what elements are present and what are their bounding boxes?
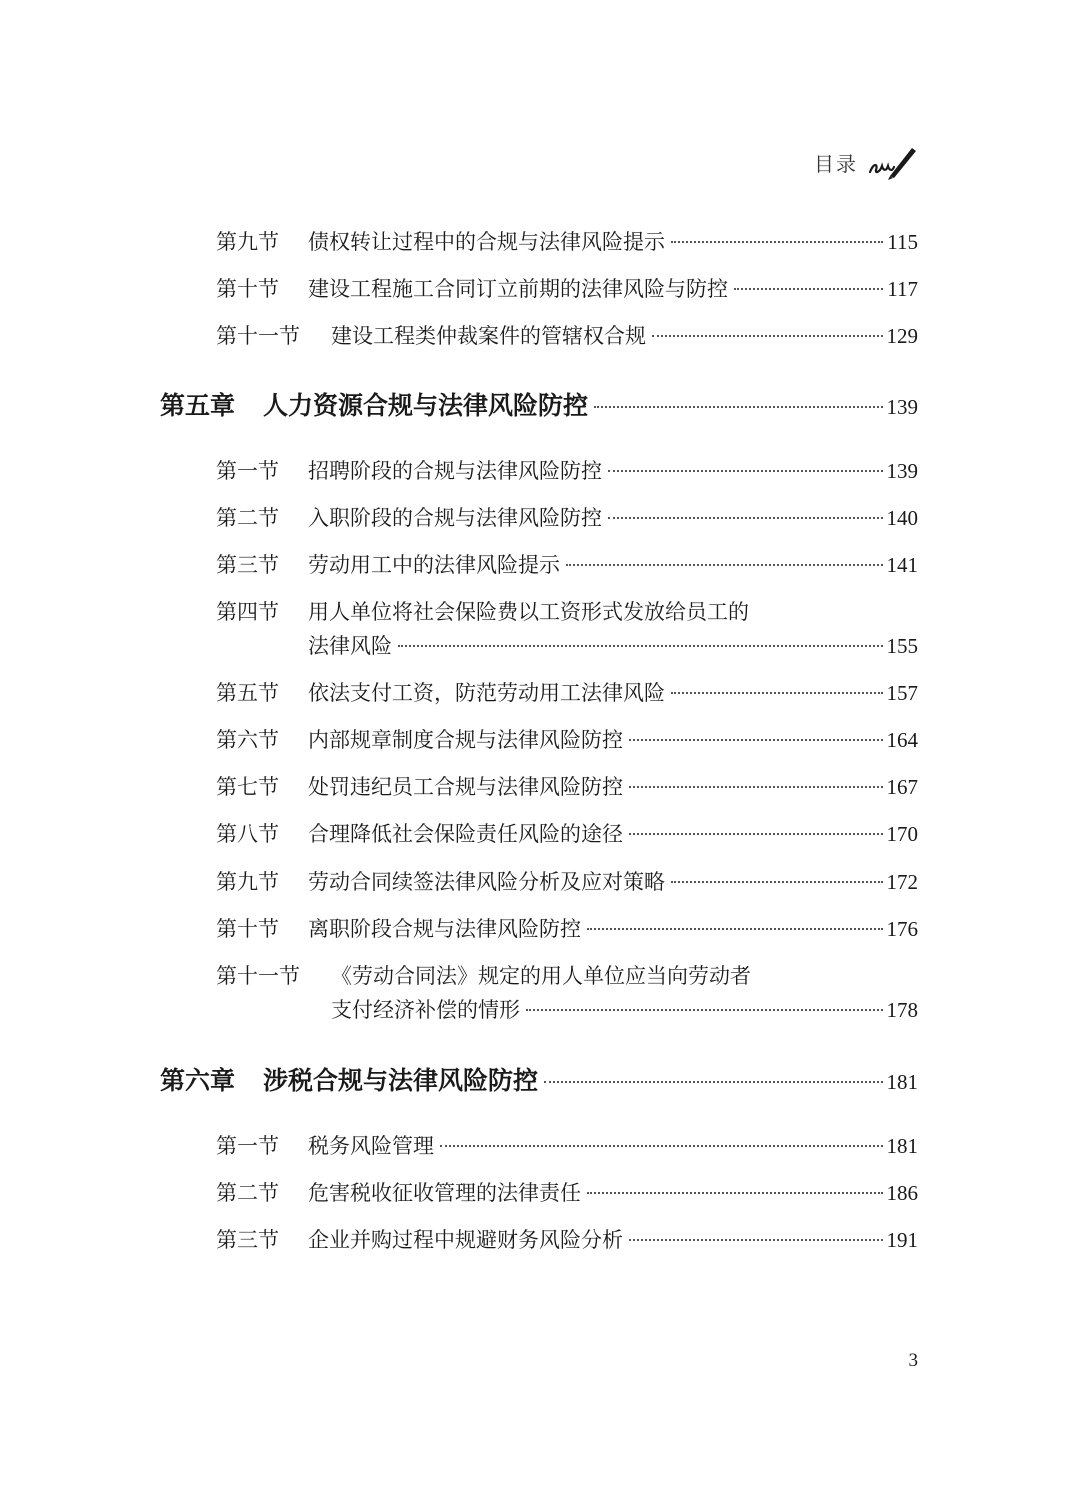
- toc-entry[interactable]: [216, 226, 918, 256]
- entry-page: 139: [886, 459, 918, 483]
- entry-label: 第四节: [216, 600, 279, 624]
- toc-entry[interactable]: [216, 913, 918, 943]
- entry-label: 第十一节: [216, 964, 300, 988]
- entry-page: 140: [886, 506, 918, 530]
- entry-page: 191: [886, 1228, 918, 1252]
- toc-entry[interactable]: [216, 724, 918, 754]
- entry-label: 第六节: [216, 728, 279, 752]
- entry-page: 164: [886, 728, 918, 752]
- entry-title: 劳动用工中的法律风险提示: [308, 553, 560, 577]
- entry-title: 建设工程施工合同订立前期的法律风险与防控: [308, 277, 728, 301]
- running-header: [814, 142, 920, 182]
- dot-leader: [608, 470, 883, 472]
- dot-leader: [440, 1145, 883, 1147]
- entry-title: 离职阶段合规与法律风险防控: [308, 917, 581, 941]
- dot-leader: [566, 564, 883, 566]
- entry-page: 176: [886, 917, 918, 941]
- dot-leader: [629, 786, 883, 788]
- entry-label: 第八节: [216, 822, 279, 846]
- chapter-page: 139: [886, 395, 918, 419]
- entry-title-continuation: 支付经济补偿的情形: [331, 998, 520, 1022]
- dot-leader: [587, 1192, 883, 1194]
- entry-label: 第三节: [216, 553, 279, 577]
- dot-leader: [608, 517, 883, 519]
- entry-title: 内部规章制度合规与法律风险防控: [308, 728, 623, 752]
- entry-label: 第十节: [216, 277, 279, 301]
- entry-label: 第七节: [216, 775, 279, 799]
- entry-label: 第二节: [216, 1181, 279, 1205]
- entry-label: 第二节: [216, 506, 279, 530]
- toc-entry[interactable]: [216, 502, 918, 532]
- entry-title: 建设工程类仲裁案件的管辖权合规: [331, 324, 646, 348]
- toc-entry[interactable]: [216, 455, 918, 485]
- entry-title: 债权转让过程中的合规与法律风险提示: [308, 230, 665, 254]
- dot-leader: [734, 288, 883, 290]
- chapter-page: 181: [886, 1070, 918, 1094]
- toc-chapter[interactable]: [160, 1061, 918, 1097]
- entry-page: 117: [887, 277, 918, 301]
- entry-title: 劳动合同续签法律风险分析及应对策略: [308, 870, 665, 894]
- toc-entry-first-line[interactable]: [216, 960, 751, 990]
- entry-label: 第三节: [216, 1228, 279, 1252]
- dot-leader: [629, 739, 883, 741]
- header-title: 目录: [814, 151, 858, 176]
- entry-page: 155: [886, 634, 918, 658]
- toc-entry[interactable]: [216, 1177, 918, 1207]
- entry-page: 129: [886, 324, 918, 348]
- toc-entry[interactable]: [216, 1130, 918, 1160]
- entry-title: 危害税收征收管理的法律责任: [308, 1181, 581, 1205]
- chapter-label: 第六章: [160, 1066, 236, 1095]
- entry-label: 第五节: [216, 681, 279, 705]
- toc-entry[interactable]: [216, 818, 918, 848]
- toc-entry[interactable]: [216, 771, 918, 801]
- chapter-title: 人力资源合规与法律风险防控: [263, 391, 589, 420]
- entry-title: 入职阶段的合规与法律风险防控: [308, 506, 602, 530]
- entry-title-continuation: 法律风险: [308, 634, 392, 658]
- chapter-label: 第五章: [160, 391, 236, 420]
- entry-page: 178: [886, 998, 918, 1022]
- entry-page: 172: [886, 870, 918, 894]
- dot-leader: [671, 881, 883, 883]
- entry-page: 141: [886, 553, 918, 577]
- chapter-title: 涉税合规与法律风险防控: [263, 1066, 539, 1095]
- toc-entry[interactable]: [216, 320, 918, 350]
- entry-label: 第九节: [216, 230, 279, 254]
- dot-leader: [526, 1009, 883, 1011]
- dot-leader: [652, 335, 883, 337]
- entry-title: 《劳动合同法》规定的用人单位应当向劳动者: [331, 964, 751, 988]
- entry-page: 115: [887, 230, 918, 254]
- entry-title: 税务风险管理: [308, 1134, 434, 1158]
- toc-entry[interactable]: [216, 549, 918, 579]
- dot-leader: [671, 692, 883, 694]
- entry-label: 第一节: [216, 1134, 279, 1158]
- entry-page: 181: [886, 1134, 918, 1158]
- entry-title: 招聘阶段的合规与法律风险防控: [308, 459, 602, 483]
- toc-entry[interactable]: [216, 866, 918, 896]
- entry-label: 第十一节: [216, 324, 300, 348]
- entry-title: 用人单位将社会保险费以工资形式发放给员工的: [308, 600, 749, 624]
- dot-leader: [398, 645, 883, 647]
- dot-leader: [587, 928, 883, 930]
- entry-page: 186: [886, 1181, 918, 1205]
- entry-page: 170: [886, 822, 918, 846]
- dot-leader: [594, 406, 882, 408]
- entry-page: 157: [886, 681, 918, 705]
- entry-title: 企业并购过程中规避财务风险分析: [308, 1228, 623, 1252]
- dot-leader: [629, 833, 883, 835]
- entry-page: 167: [886, 775, 918, 799]
- entry-label: 第十节: [216, 917, 279, 941]
- toc-entry-first-line[interactable]: [216, 596, 749, 626]
- page-number: 3: [908, 1350, 918, 1371]
- dot-leader: [629, 1239, 883, 1241]
- dot-leader: [544, 1081, 882, 1083]
- entry-label: 第一节: [216, 459, 279, 483]
- pen-signature-icon: [866, 142, 920, 182]
- toc-chapter[interactable]: [160, 386, 918, 422]
- dot-leader: [671, 241, 883, 243]
- toc-entry-continuation[interactable]: [331, 994, 918, 1024]
- toc-entry-continuation[interactable]: [308, 630, 918, 660]
- toc-entry[interactable]: [216, 677, 918, 707]
- entry-title: 处罚违纪员工合规与法律风险防控: [308, 775, 623, 799]
- entry-label: 第九节: [216, 870, 279, 894]
- entry-title: 依法支付工资，防范劳动用工法律风险: [308, 681, 665, 705]
- toc-entry[interactable]: [216, 1224, 918, 1254]
- entry-title: 合理降低社会保险责任风险的途径: [308, 822, 623, 846]
- toc-entry[interactable]: [216, 273, 918, 303]
